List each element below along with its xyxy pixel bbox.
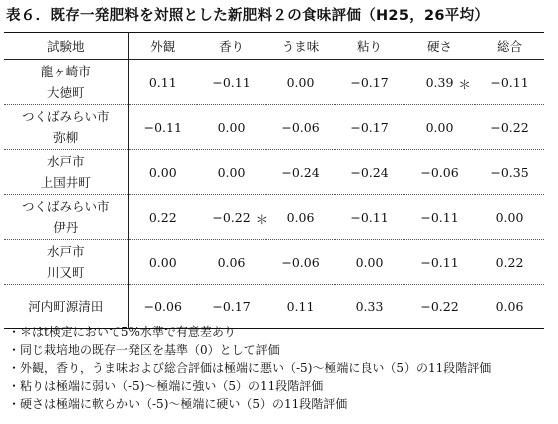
value-cell <box>475 195 544 240</box>
header-hardness: 硬さ <box>404 33 475 60</box>
value-cell <box>197 195 269 240</box>
value-cell <box>335 195 404 240</box>
site-cell <box>4 105 128 150</box>
table-row <box>4 285 544 329</box>
value-cell <box>266 60 335 105</box>
significance-mark: ＊ <box>458 76 471 92</box>
value-cell <box>404 240 475 285</box>
value-cell <box>335 60 404 105</box>
site-cell <box>4 150 128 195</box>
value-cell <box>404 150 475 195</box>
value-text: −0.06 <box>420 164 459 180</box>
site-name-line: 水戸市 <box>46 244 85 259</box>
value-text: 0.22 <box>495 254 524 270</box>
value-cell <box>197 60 266 105</box>
value-cell <box>266 285 335 329</box>
site-name-line: 伊丹 <box>53 220 79 235</box>
value-cell <box>128 60 197 105</box>
site-name-line: 上国井町 <box>40 175 91 190</box>
value-cell <box>475 240 544 285</box>
site-name-line: 水戸市 <box>46 154 85 169</box>
footnote: ・外観，香り，うま味および総合評価は極端に悪い（-5)～極端に良い（5）の11段階評価 <box>8 361 492 375</box>
value-text: −0.11 <box>350 209 389 225</box>
table-row <box>4 195 544 240</box>
table-row <box>4 105 544 150</box>
footnote: ・同じ栽培地の既存一発区を基準（0）として評価 <box>8 343 280 357</box>
site-name-line: 河内町源清田 <box>28 299 104 314</box>
site-cell <box>4 240 128 285</box>
value-text: −0.06 <box>143 299 182 314</box>
value-text: −0.24 <box>281 164 320 180</box>
value-text: 0.00 <box>148 164 177 180</box>
value-text: 0.00 <box>217 119 246 135</box>
table-row <box>4 150 544 195</box>
site-cell <box>4 285 128 329</box>
header-appearance: 外観 <box>128 33 197 60</box>
value-text: −0.11 <box>490 74 529 90</box>
value-text: 0.39 <box>425 74 454 90</box>
table-title: 表６．既存一発肥料を対照とした新肥料２の食味評価（H25，26平均） <box>6 8 490 24</box>
value-cell <box>197 105 266 150</box>
value-text: 0.00 <box>148 254 177 270</box>
value-text: −0.17 <box>212 299 251 314</box>
value-cell <box>266 195 335 240</box>
value-text: −0.11 <box>212 74 251 90</box>
value-cell <box>128 285 197 329</box>
site-name-line: 龍ヶ崎市 <box>40 64 91 79</box>
header-umami: うま味 <box>266 33 335 60</box>
header-aroma: 香り <box>197 33 266 60</box>
value-cell <box>197 285 266 329</box>
value-text: 0.33 <box>355 299 384 314</box>
site-name-line: つくばみらい市 <box>21 199 110 214</box>
site-cell <box>4 195 128 240</box>
value-cell <box>404 105 475 150</box>
header-overall: 総合 <box>475 33 544 60</box>
value-cell <box>475 60 544 105</box>
value-cell <box>335 105 404 150</box>
value-text: 0.00 <box>355 254 384 270</box>
value-text: 0.00 <box>495 209 524 225</box>
value-text: −0.11 <box>143 119 182 135</box>
value-cell <box>197 240 266 285</box>
site-name-line: つくばみらい市 <box>21 109 110 124</box>
value-text: 0.11 <box>148 74 177 90</box>
table-row <box>4 240 544 285</box>
value-cell <box>475 150 544 195</box>
value-text: −0.35 <box>490 164 529 180</box>
value-text: −0.22 <box>490 119 529 135</box>
value-cell <box>128 150 197 195</box>
value-cell <box>335 150 404 195</box>
value-cell <box>128 105 197 150</box>
value-cell <box>475 105 544 150</box>
value-cell <box>335 285 404 329</box>
value-text: 0.00 <box>217 164 246 180</box>
value-text: −0.06 <box>281 119 320 135</box>
site-cell <box>4 60 128 105</box>
value-text: 0.06 <box>217 254 246 270</box>
value-text: 0.22 <box>148 209 177 225</box>
value-text: −0.22 <box>420 299 459 314</box>
footnote: ・硬さは極端に軟らかい（-5)～極端に硬い（5）の11段階評価 <box>8 397 348 411</box>
value-text: 0.11 <box>286 299 315 314</box>
site-name-line: 川又町 <box>46 265 85 280</box>
value-cell <box>404 285 475 329</box>
header-site: 試験地 <box>4 33 128 60</box>
value-cell <box>404 195 475 240</box>
value-cell <box>404 60 475 105</box>
value-cell <box>266 150 335 195</box>
value-text: 0.00 <box>425 119 454 135</box>
value-text: 0.06 <box>286 209 315 225</box>
taste-evaluation-table <box>4 32 544 329</box>
value-text: −0.17 <box>350 74 389 90</box>
value-text: −0.11 <box>420 209 459 225</box>
table-row <box>4 60 544 105</box>
value-cell <box>266 105 335 150</box>
value-text: −0.17 <box>350 119 389 135</box>
header-row <box>4 33 544 60</box>
site-name-line: 大徳町 <box>46 85 85 100</box>
header-stickiness: 粘り <box>335 33 404 60</box>
significance-mark: ＊ <box>255 211 269 227</box>
value-cell <box>128 240 197 285</box>
value-cell <box>128 195 197 240</box>
value-cell <box>475 285 544 329</box>
value-text: −0.11 <box>420 254 459 270</box>
footnote: ・粘りは極端に弱い（-5)～極端に強い（5）の11段階評価 <box>8 379 324 393</box>
value-text: 0.06 <box>495 299 524 314</box>
value-text: −0.22 <box>212 209 251 225</box>
value-cell <box>197 150 266 195</box>
footnote: ・＊はt検定において5%水準で有意差あり <box>8 325 236 339</box>
value-text: −0.24 <box>350 164 389 180</box>
value-cell <box>335 240 404 285</box>
value-text: −0.06 <box>281 254 320 270</box>
site-name-line: 弥柳 <box>53 130 79 145</box>
value-text: 0.00 <box>286 74 315 90</box>
value-cell <box>266 240 335 285</box>
footnotes <box>8 323 554 413</box>
